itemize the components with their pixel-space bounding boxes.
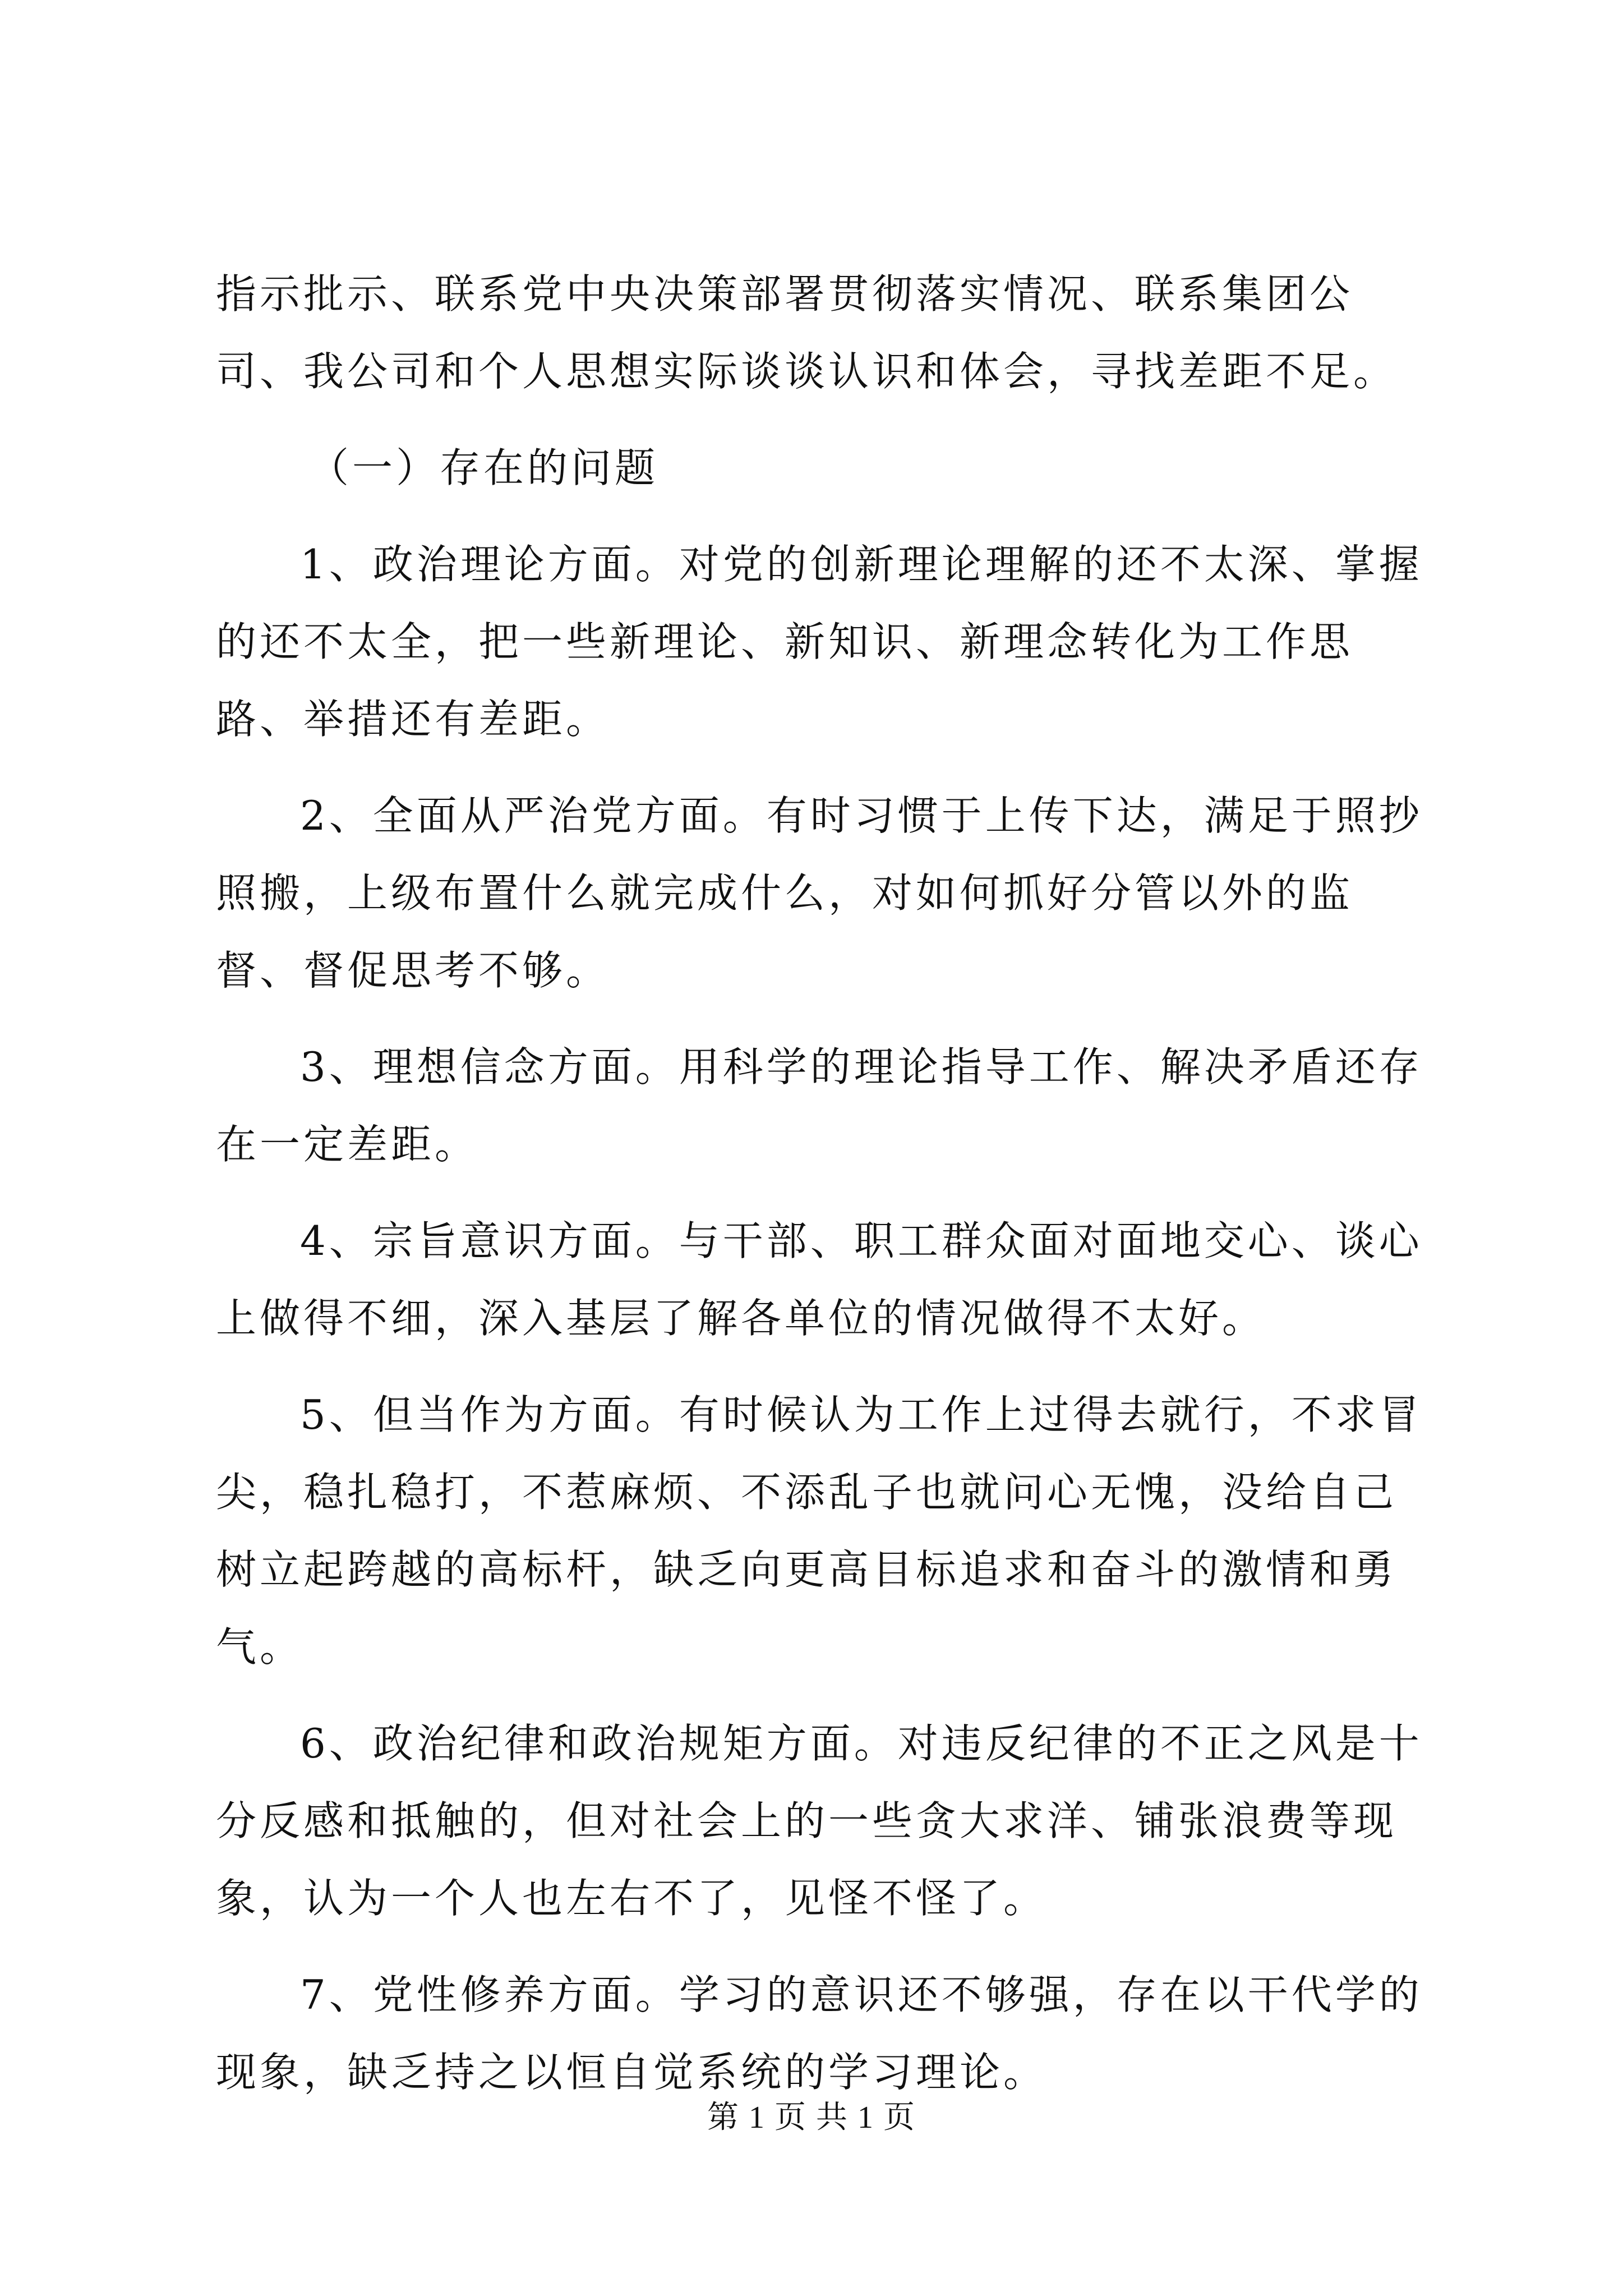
page-footer: 第 1 页 共 1 页	[707, 2100, 916, 2135]
paragraph-item-3: 3、理想信念方面。用科学的理论指导工作、解决矛盾还存在一定差距。	[216, 1043, 1423, 1168]
paragraph-item-2: 2、全面从严治党方面。有时习惯于上传下达，满足于照抄照搬，上级布置什么就完成什么，对如何抓好分管以外的监督、督促思考不够。	[216, 792, 1423, 994]
paragraph-item-5: 5、但当作为方面。有时候认为工作上过得去就行，不求冒尖，稳扎稳打，不惹麻烦、不添乱子也就问心无愧，没给自己树立起跨越的高标杆，缺乏向更高目标追求和奋斗的激情和勇气。	[216, 1391, 1423, 1671]
paragraph-item-4: 4、宗旨意识方面。与干部、职工群众面对面地交心、谈心上做得不细，深入基层了解各单位的情况做得不太好。	[216, 1217, 1423, 1342]
paragraph-continuation: 指示批示、联系党中央决策部署贯彻落实情况、联系集团公司、我公司和个人思想实际谈谈认识和体会，寻找差距不足。	[216, 270, 1398, 395]
document-body	[216, 255, 1438, 2111]
paragraph-item-7: 7、党性修养方面。学习的意识还不够强，存在以干代学的现象，缺乏持之以恒自觉系统的学习理论。	[216, 1971, 1423, 2096]
paragraph-item-1: 1、政治理论方面。对党的创新理论理解的还不太深、掌握的还不太全，把一些新理论、新知识、新理念转化为工作思路、举措还有差距。	[216, 541, 1423, 743]
section-heading: （一）存在的问题	[308, 444, 659, 491]
paragraph-item-6: 6、政治纪律和政治规矩方面。对违反纪律的不正之风是十分反感和抵触的，但对社会上的一些贪大求洋、铺张浪费等现象，认为一个人也左右不了，见怪不怪了。	[216, 1720, 1423, 1922]
